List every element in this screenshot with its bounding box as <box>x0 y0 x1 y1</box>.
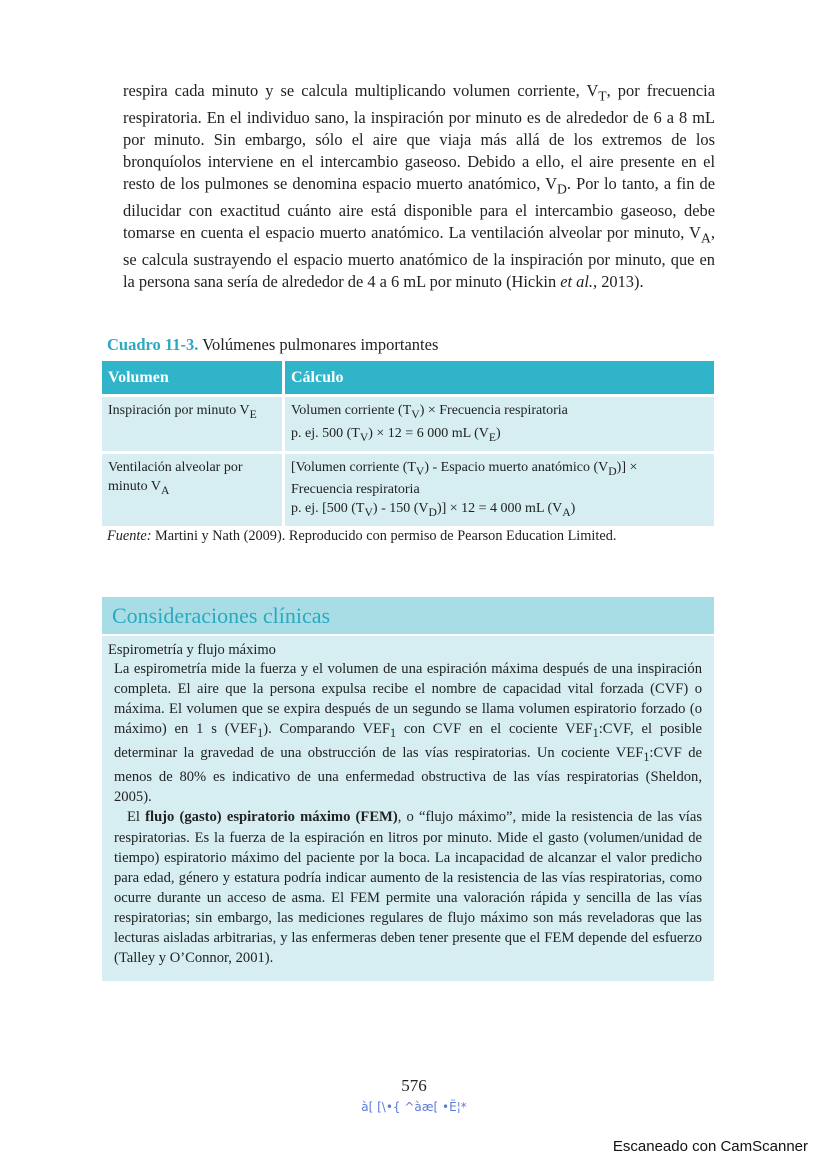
body-paragraph <box>123 80 715 293</box>
cell-line: Volumen corriente $(T_V)$ × Frecuencia respiratoria <box>291 403 568 421</box>
clinical-paragraph: La espirometría mide la fuerza y el volumen de una espiración máxima después de una inspiración completa. El aire que la persona expulsa recibe el nombre de capacidad vital forzada (CVF) o máxima. El volumen que se expira después de un segundo se llama volumen espiratorio forzado (o máximo) en 1 s $(VEF_1)$. Comparando $VEF_1$ con CVF en el cociente $VEF_1:CVF$, el posible determinar la gravedad de una obstrucción de las vías respiratorias. Un cociente $VEF_1:CVF$ de menos de 80% es indicativo de una enfermedad obstructiva de las vías respiratorias (Sheldon, 2005). <box>114 661 702 806</box>
table-label: Cuadro 11-3. <box>107 335 199 354</box>
para-italic: et al. <box>560 272 594 292</box>
cell-calculo <box>284 396 715 453</box>
table-header-row <box>102 361 714 396</box>
cell-volumen <box>102 452 284 526</box>
cell-line: Ventilación alveolar por <box>108 459 243 475</box>
table-source <box>107 528 616 545</box>
source-text: Martini y Nath (2009). Reproducido con permiso de Pearson Education Limited. <box>151 528 617 544</box>
para-text: , por <box>606 81 640 100</box>
cell-line: p. ej. 500 $(T_V) \times 12 = 6$ 000 mL $(V_E)$ <box>291 425 501 444</box>
para-text: . Por lo tanto, a fin de dilucidar con exactitud cuánto aire está disponible para el intercambio gaseoso, debe tomarse en cuenta el espacio muerto anatómico. La ventilación alveolar por minuto, V <box>123 173 715 242</box>
table-row <box>102 396 714 453</box>
clinical-subtitle: Espirometría y flujo máximo <box>108 642 276 658</box>
para-text: respira cada minuto y se calcula multiplicando volumen corriente, V <box>123 81 599 100</box>
subscript: E <box>249 407 257 421</box>
table-row <box>102 452 714 526</box>
clinical-text <box>114 659 702 968</box>
para-text: , 2013). <box>593 272 644 292</box>
source-label: Fuente: <box>107 528 152 544</box>
header-volumen: Volumen <box>102 361 284 396</box>
para-text: frecuencia respiratoria. En el individuo sano, la inspiración por minuto es de alrededor de 6 a 8 mL por minuto. Sin embargo, sólo el aire que viaja más allá de los extremos de los bronquíolos interviene en el intercambio gaseoso. Debido a ello, el aire presente en el resto de los pulmones se denomina espacio muerto anatómico, V <box>123 81 715 193</box>
clinical-paragraph: El flujo (gasto) espiratorio máximo (FEM), o “flujo máximo”, mide la resistencia de las vías respiratorias. Es la fuerza de la espiración en litros por minuto. Mide el gasto (volumen/unidad de tiempo) espiratorio máximo del paciente por la boca. La incapacidad de alcanzar el valor predicho para edad, género y estatura podría indicar aumento de la resistencia de las vías respiratorias, como ocurre durante un acceso de asma. El FEM permite una valoración rápida y sencilla de las vías respiratorias; sin embargo, las mediciones regulares de flujo máximo son más reveladoras que las lecturas aisladas arbitrarias, y las enfermeras deben tener presente que el FEM depende del esfuerzo (Talley y O’Connor, 2001). <box>114 809 702 967</box>
table-title: Volúmenes pulmonares importantes <box>198 335 439 354</box>
cell-line: p. ej. [500 $(T_V) - 150$ $(V_D)] \times 12 = 4$ 000 mL $(V_A)$ <box>291 501 576 520</box>
table-caption <box>107 335 438 355</box>
cell-volumen <box>102 396 284 453</box>
subscript: D <box>557 181 567 197</box>
watermark-text: à[ [\•{ ^àæ[ •Ë¦* <box>361 1100 467 1114</box>
header-calculo: Cálculo <box>284 361 715 396</box>
clinical-box <box>102 597 714 981</box>
cell-calculo <box>284 452 715 526</box>
subscript: T <box>598 88 607 104</box>
clinical-title: Consideraciones clínicas <box>102 597 714 636</box>
bold-term: flujo (gasto) espiratorio máximo (FEM) <box>145 809 398 826</box>
subscript: A <box>701 230 711 246</box>
cell-text: Inspiración por minuto V <box>108 403 250 418</box>
cell-line: [Volumen corriente $(T_V)$ - Espacio muerto anatómico $(V_D)$] × <box>291 459 638 478</box>
para-text: , se calcula sustrayendo el espacio muerto anatómico de la inspiración por minuto, que en la persona sana sería de alrededor de 4 a 6 mL por minuto (Hickin <box>123 223 715 292</box>
page-number: 576 <box>401 1076 427 1095</box>
scanner-label: Escaneado con CamScanner <box>612 1138 808 1155</box>
cell-line: minuto $V_A$ <box>108 478 170 497</box>
cell-line: Frecuencia respiratoria <box>291 482 420 498</box>
volumes-table <box>102 361 714 526</box>
